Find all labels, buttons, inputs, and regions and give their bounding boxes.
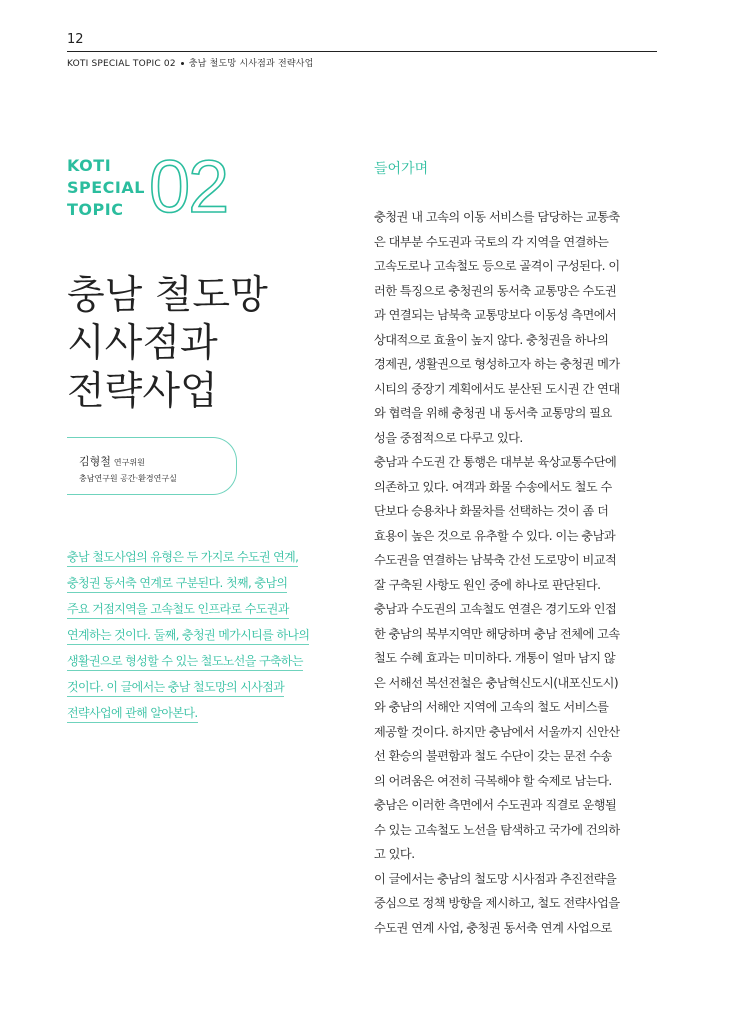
series-number-text: 02 [149,152,228,222]
body-line: 충남과 수도권 간 통행은 대부분 육상교통수단에 [374,455,617,469]
body-line: 고속도로나 고속철도 등으로 골격이 구성된다. 이 [374,259,620,273]
series-label-line: SPECIAL [67,178,145,197]
body-line: 이 글에서는 충남의 철도망 시사점과 추진전략을 [374,871,617,886]
body-line: 은 서해선 복선전철은 충남혁신도시(내포신도시) [374,675,619,690]
body-line: 러한 특징으로 충청권의 동서축 교통망은 수도권 [374,283,617,298]
page-number: 12 [67,32,84,47]
separator-dot [181,62,184,65]
series-block [67,152,257,222]
body-line: 철도 수혜 효과는 미미하다. 개통이 얼마 남지 않 [374,651,616,665]
series-label-line: KOTI [67,156,112,175]
body-line: 충청권 내 고속의 이동 서비스를 담당하는 교통축 [374,210,620,224]
header-rule [67,51,657,52]
body-line: 수 있는 고속철도 노선을 탐색하고 국가에 건의하 [374,822,620,837]
author-name: 김형철 [79,455,111,468]
series-number [149,152,259,222]
title-line: 충남 철도망 [67,273,268,318]
title-line: 전략사업 [67,369,218,414]
series-label [67,155,145,221]
body-line: 단보다 승용차나 화물차를 선택하는 것이 좀 더 [374,504,609,518]
body-line: 은 대부분 수도권과 국토의 각 지역을 연결하는 [374,234,609,249]
series-label-line: TOPIC [67,200,124,219]
abstract-line: 것이다. 이 글에서는 충남 철도망의 시사점과 [67,678,284,697]
body-line: 성을 중점적으로 다루고 있다. [374,430,523,445]
section-heading: 들어가며 [374,161,429,177]
body-line: 충남과 수도권의 고속철도 연결은 경기도와 인접 [374,602,617,616]
abstract-line: 충남 철도사업의 유형은 두 가지로 수도권 연계, [67,548,298,567]
abstract-line: 충청권 동서축 연계로 구분된다. 첫째, 충남의 [67,574,287,593]
body-line: 시티의 중장기 계획에서도 분산된 도시권 간 연대 [374,381,620,396]
body-line: 수도권을 연결하는 남북축 간선 도로망이 비교적 [374,553,617,567]
body-line: 효용이 높은 것으로 유추할 수 있다. 이는 충남과 [374,528,616,543]
body-line: 과 연결되는 남북축 교통망보다 이동성 측면에서 [374,308,617,322]
body-line: 의 어려움은 여전히 극복해야 할 숙제로 남는다. [374,773,612,788]
article-title [67,272,347,416]
title-line: 시사점과 [67,321,218,366]
body-line: 경제권, 생활권으로 형성하고자 하는 충청권 메가 [374,357,620,371]
author-rank: 연구위원 [113,458,145,467]
body-line: 와 협력을 위해 충청권 내 동서축 교통망의 필요 [374,406,612,420]
running-head [67,56,314,69]
body-line: 상대적으로 효율이 높지 않다. 충청권을 하나의 [374,332,609,347]
body-line: 제공할 것이다. 하지만 충남에서 서울까지 신안산 [374,724,620,739]
abstract [67,546,333,728]
author-box [67,437,237,495]
abstract-line: 연계하는 것이다. 둘째, 충청권 메가시티를 하나의 [67,626,309,645]
body-line: 수도권 연계 사업, 충청권 동서축 연계 사업으로 [374,920,612,935]
running-head-title: 충남 철도망 시사점과 전략사업 [188,59,314,69]
body-line: 와 충남의 서해안 지역에 고속의 철도 서비스를 [374,700,609,714]
author-line [79,453,236,469]
abstract-line: 전략사업에 관해 알아본다. [67,704,198,723]
body-line: 충남은 이러한 측면에서 수도권과 직결로 운행될 [374,798,617,812]
body-text [374,205,658,940]
abstract-line: 주요 거점지역을 고속철도 인프라로 수도권과 [67,600,289,619]
body-line: 고 있다. [374,847,415,861]
abstract-line: 생활권으로 형성할 수 있는 철도노선을 구축하는 [67,652,303,671]
body-line: 중심으로 정책 방향을 제시하고, 철도 전략사업을 [374,896,620,910]
body-line: 의존하고 있다. 여객과 화물 수송에서도 철도 수 [374,479,612,494]
author-affiliation: 충남연구원 공간·환경연구실 [79,474,177,483]
body-line: 선 환승의 불편함과 철도 수단이 갖는 문전 수송 [374,749,612,763]
body-line: 한 충남의 북부지역만 해당하며 충남 전체에 고속 [374,626,620,641]
running-head-series: KOTI SPECIAL TOPIC 02 [67,59,176,69]
body-line: 잘 구축된 사항도 원인 중에 하나로 판단된다. [374,577,601,592]
